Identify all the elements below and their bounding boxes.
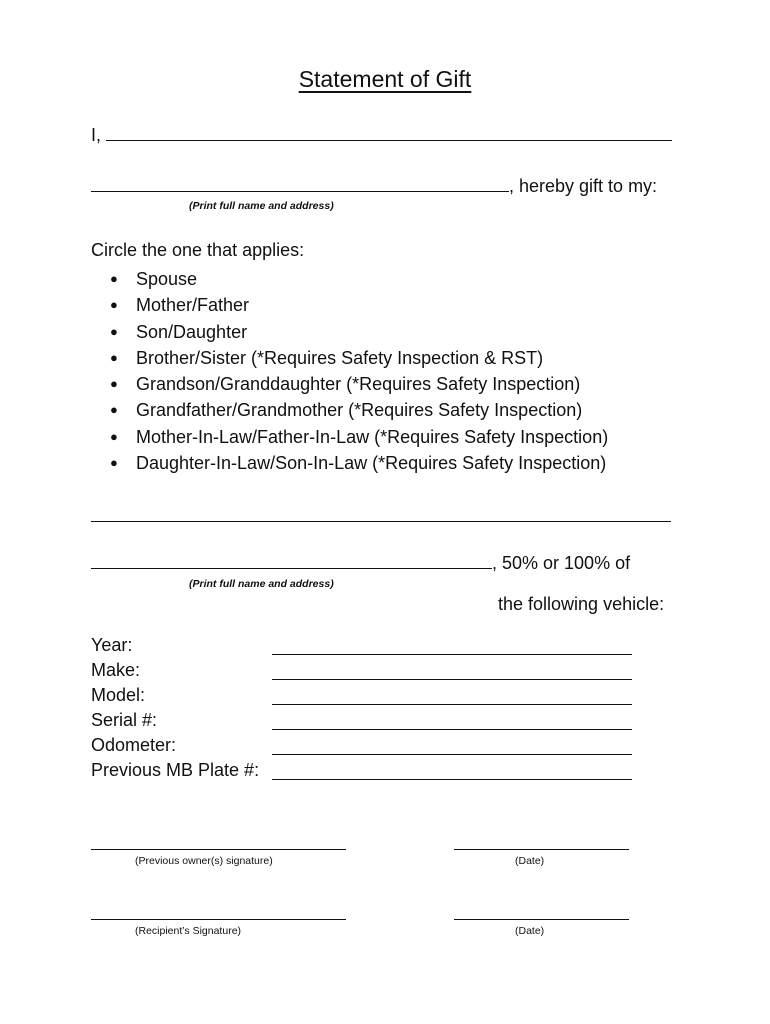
donor-name-blank[interactable]	[106, 124, 672, 141]
plate-field[interactable]	[272, 779, 632, 780]
relationship-option[interactable]: ● Grandfather/Grandmother (*Requires Safety Inspection)	[110, 397, 608, 423]
relationship-option[interactable]: ● Mother-In-Law/Father-In-Law (*Requires Safety Inspection)	[110, 424, 608, 450]
print-name-note: (Print full name and address)	[189, 578, 334, 590]
bullet-icon: ●	[110, 349, 118, 365]
recipient-caption: (Recipient’s Signature)	[135, 925, 242, 937]
gift-suffix: , hereby gift to my:	[509, 176, 658, 196]
odometer-label: Odometer:	[91, 735, 177, 755]
bullet-icon: ●	[110, 376, 118, 392]
previous-owner-caption: (Previous owner(s) signature)	[135, 855, 273, 867]
bullet-icon: ●	[110, 402, 118, 418]
relationship-option[interactable]: ● Mother/Father	[110, 292, 608, 318]
date-caption: (Date)	[515, 925, 545, 937]
year-field[interactable]	[272, 654, 632, 655]
plate-label: Previous MB Plate #:	[91, 760, 260, 780]
bullet-icon: ●	[110, 455, 118, 471]
relationship-option[interactable]: ● Spouse	[110, 266, 608, 292]
circle-instruction: Circle the one that applies:	[91, 240, 305, 260]
make-field[interactable]	[272, 679, 632, 680]
donor-line-1	[91, 124, 672, 146]
odometer-field[interactable]	[272, 754, 632, 755]
donor-address-blank[interactable]	[91, 175, 509, 192]
relationship-options	[110, 266, 608, 476]
share-suffix: , 50% or 100% of	[492, 553, 631, 573]
previous-owner-signature-field[interactable]	[91, 849, 346, 850]
model-field[interactable]	[272, 704, 632, 705]
previous-owner-date-field[interactable]	[454, 849, 629, 850]
relationship-option[interactable]: ● Daughter-In-Law/Son-In-Law (*Requires Safety Inspection)	[110, 450, 608, 476]
vehicle-intro: the following vehicle:	[498, 594, 665, 614]
donor-line-2	[91, 175, 657, 197]
date-caption: (Date)	[515, 855, 545, 867]
donor-prefix: I,	[91, 125, 102, 145]
serial-label: Serial #:	[91, 710, 158, 730]
bullet-icon: ●	[110, 297, 118, 313]
recipient-address-blank[interactable]	[91, 552, 492, 569]
recipient-date-field[interactable]	[454, 919, 629, 920]
serial-field[interactable]	[272, 729, 632, 730]
print-name-note: (Print full name and address)	[189, 200, 334, 212]
recipient-name-blank[interactable]	[91, 521, 671, 522]
bullet-icon: ●	[110, 428, 118, 444]
bullet-icon: ●	[110, 271, 118, 286]
make-label: Make:	[91, 660, 141, 680]
relationship-option[interactable]: ● Son/Daughter	[110, 319, 608, 345]
recipient-line-2	[91, 552, 630, 574]
model-label: Model:	[91, 685, 146, 705]
year-label: Year:	[91, 635, 133, 655]
recipient-signature-field[interactable]	[91, 919, 346, 920]
relationship-option[interactable]: ● Grandson/Granddaughter (*Requires Safety Inspection)	[110, 371, 608, 397]
form-title: Statement of Gift	[298, 66, 472, 92]
relationship-option[interactable]: ● Brother/Sister (*Requires Safety Inspection & RST)	[110, 345, 608, 371]
bullet-icon: ●	[110, 323, 118, 339]
